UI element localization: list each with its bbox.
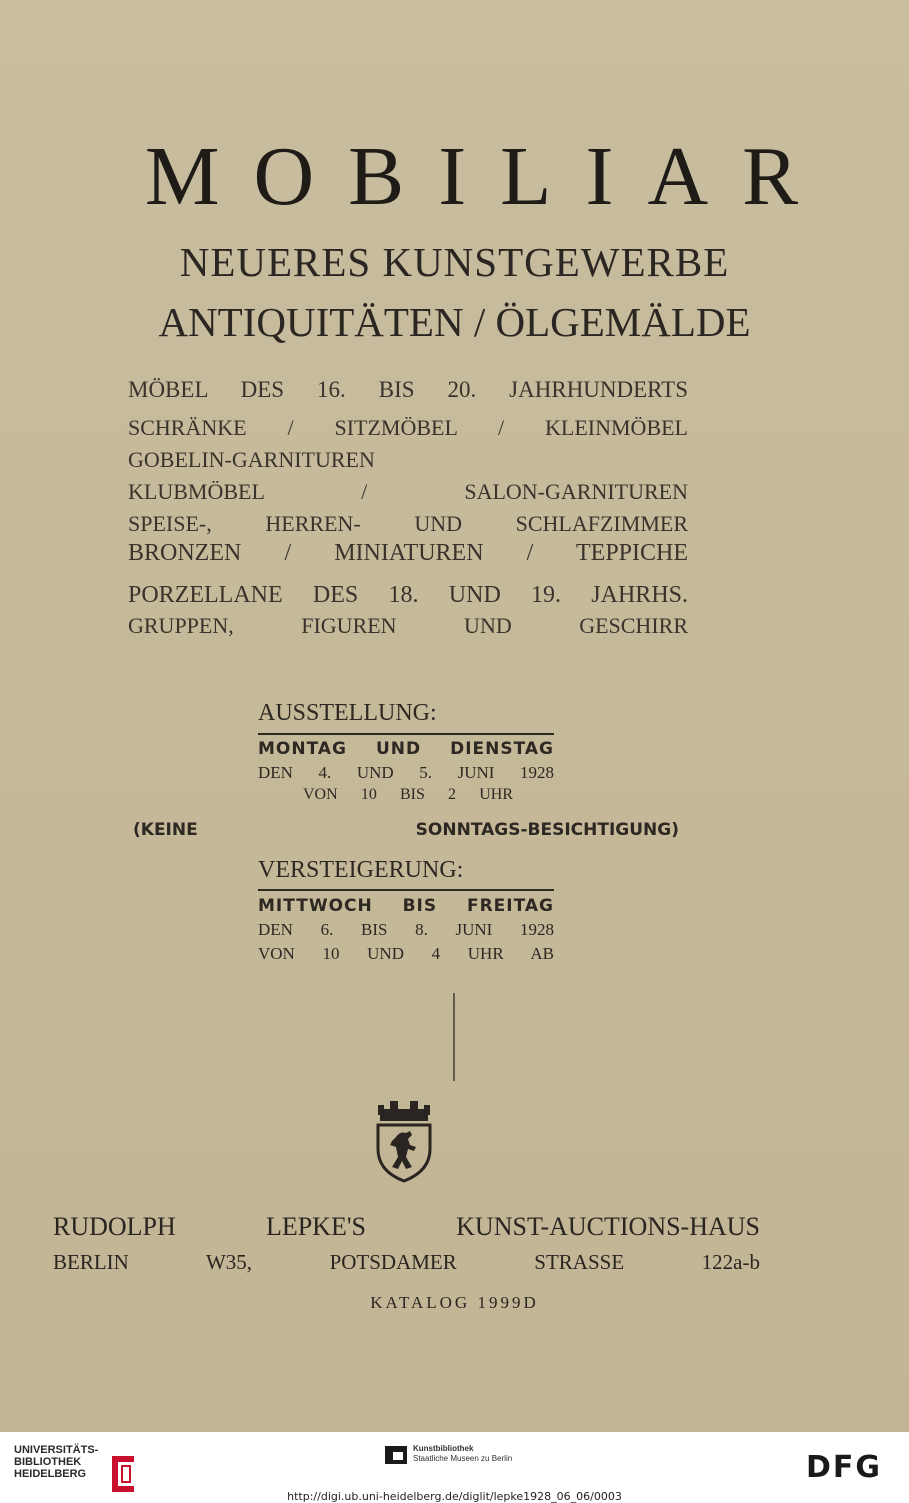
auction-days: MITTWOCH BIS FREITAG <box>258 896 554 916</box>
auction-rule <box>258 889 554 891</box>
ub-logo-line: UNIVERSITÄTS- <box>14 1444 99 1456</box>
subtitle-line-2: ANTIQUITÄTEN / ÖLGEMÄLDE <box>158 299 751 345</box>
kb-logo-line: Kunstbibliothek <box>413 1444 474 1453</box>
no-sunday-viewing-note: (KEINE SONNTAGS-BESICHTIGUNG) <box>133 820 679 840</box>
ub-logo-mark-icon <box>108 1454 138 1494</box>
list-item: SCHRÄNKE / SITZMÖBEL / KLEINMÖBEL <box>128 415 688 440</box>
kunstbibliothek-logo[interactable] <box>385 1444 512 1464</box>
ub-logo-line: HEIDELBERG <box>14 1468 87 1480</box>
vertical-divider <box>453 993 455 1081</box>
permalink-url[interactable]: http://digi.ub.uni-heidelberg.de/diglit/lepke1928_06_06/0003 <box>287 1490 622 1503</box>
subtitle-line-1: NEUERES KUNSTGEWERBE <box>179 239 730 285</box>
list-item: GOBELIN-GARNITUREN <box>128 447 375 472</box>
list-item: PORZELLANE DES 18. UND 19. JAHRHS. <box>128 582 688 608</box>
publisher-address: BERLIN W35, POTSDAMER STRASSE 122a-b <box>53 1250 760 1274</box>
catalog-number: KATALOG 1999D <box>370 1293 539 1312</box>
ub-heidelberg-logo[interactable] <box>14 1444 98 1480</box>
list-item: KLUBMÖBEL / SALON-GARNITUREN <box>128 479 688 504</box>
berlin-bear-crest-icon <box>372 1097 436 1183</box>
exhibition-heading: AUSSTELLUNG: <box>258 700 437 726</box>
exhibition-rule <box>258 733 554 735</box>
page-title: MOBILIAR <box>144 130 833 223</box>
auction-hours: VON 10 UND 4 UHR AB <box>258 944 554 963</box>
auction-heading: VERSTEIGERUNG: <box>258 857 464 883</box>
auction-dates: DEN 6. BIS 8. JUNI 1928 <box>258 920 554 939</box>
list-item: BRONZEN / MINIATUREN / TEPPICHE <box>128 540 688 566</box>
exhibition-days: MONTAG UND DIENSTAG <box>258 739 554 759</box>
kunstbibliothek-mark-icon <box>385 1446 407 1464</box>
exhibition-hours: VON 10 BIS 2 UHR <box>303 786 513 803</box>
viewer-footer <box>0 1432 909 1503</box>
kb-logo-line: Staatliche Museen zu Berlin <box>413 1454 513 1463</box>
list-item: SPEISE-, HERREN- UND SCHLAFZIMMER <box>128 511 688 536</box>
list-item: GRUPPEN, FIGUREN UND GESCHIRR <box>128 613 688 638</box>
publisher-name: RUDOLPH LEPKE'S KUNST-AUCTIONS-HAUS <box>53 1212 760 1241</box>
exhibition-dates: DEN 4. UND 5. JUNI 1928 <box>258 763 554 782</box>
ub-logo-line: BIBLIOTHEK <box>14 1456 82 1468</box>
list-item: MÖBEL DES 16. BIS 20. JAHRHUNDERTS <box>128 377 688 402</box>
dfg-logo[interactable]: DFG <box>806 1450 883 1485</box>
